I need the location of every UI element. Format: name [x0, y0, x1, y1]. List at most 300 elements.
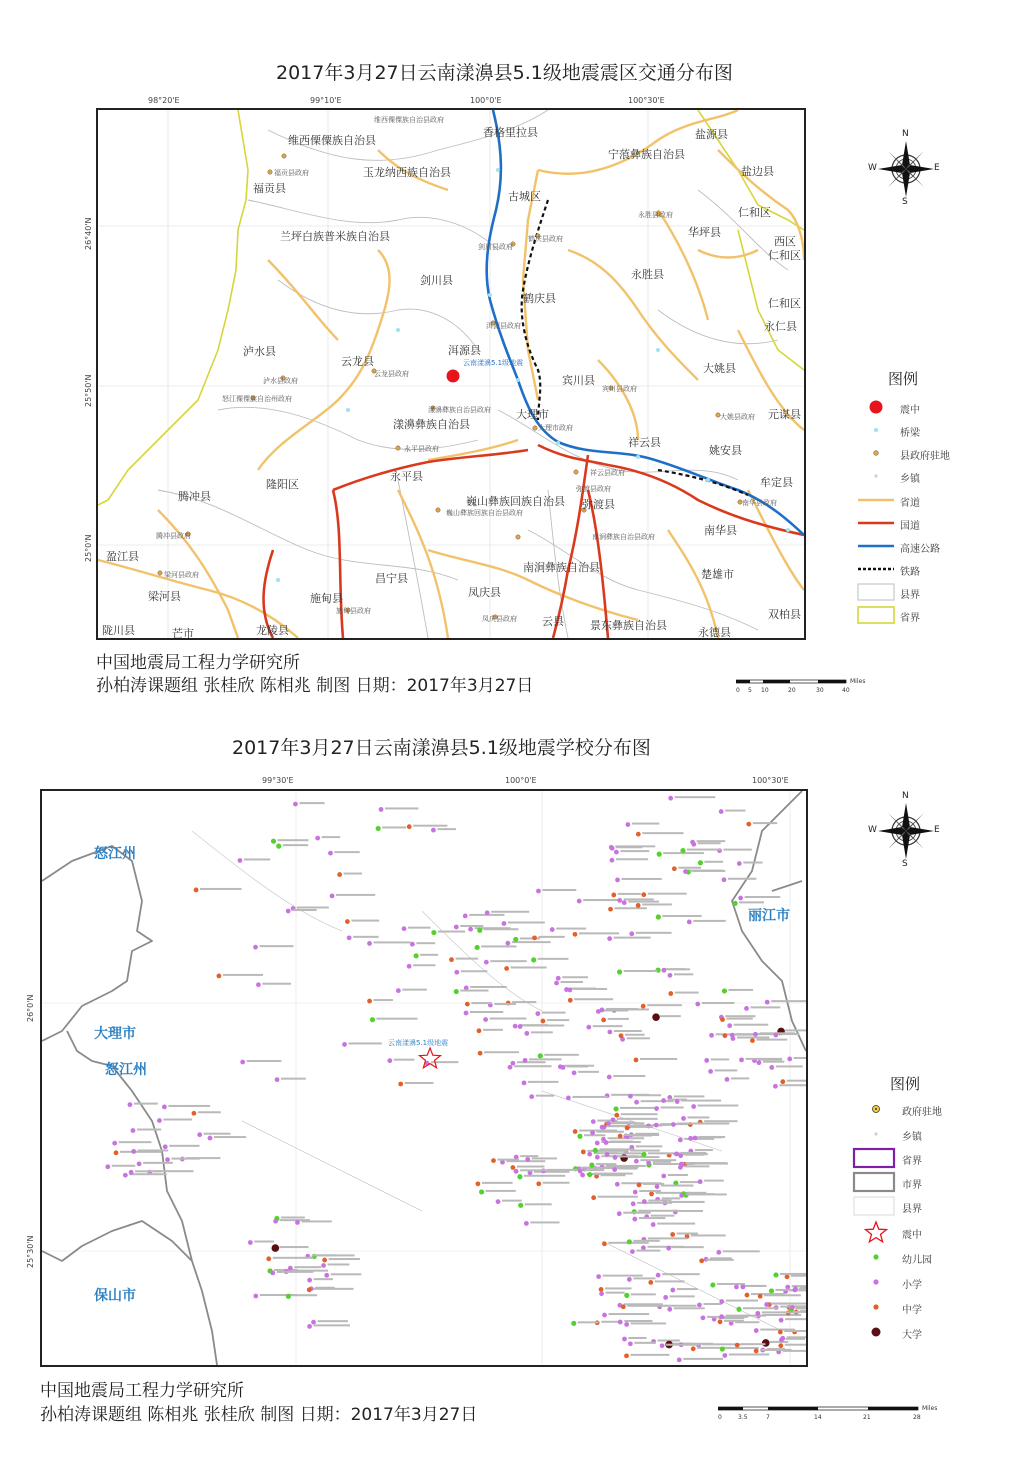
school-point[interactable] [670, 1288, 675, 1293]
school-point[interactable] [477, 1028, 482, 1033]
school-point[interactable] [734, 1284, 739, 1289]
school-point[interactable] [691, 1346, 696, 1351]
school-point[interactable] [273, 1219, 278, 1224]
school-point[interactable] [464, 1011, 469, 1016]
school-point[interactable] [651, 1222, 656, 1227]
school-point[interactable] [396, 988, 401, 993]
school-point[interactable] [407, 964, 412, 969]
school-point[interactable] [762, 1339, 770, 1347]
school-point[interactable] [379, 807, 384, 812]
school-point[interactable] [105, 1164, 110, 1169]
school-point[interactable] [468, 927, 473, 932]
school-point[interactable] [129, 1170, 134, 1175]
school-point[interactable] [517, 1174, 522, 1179]
school-point[interactable] [595, 1141, 600, 1146]
school-point[interactable] [505, 941, 510, 946]
school-point[interactable] [504, 966, 509, 971]
school-point[interactable] [618, 1134, 623, 1139]
school-point[interactable] [529, 1094, 534, 1099]
school-point[interactable] [641, 1245, 646, 1250]
school-point[interactable] [293, 802, 298, 807]
school-point[interactable] [431, 930, 436, 935]
school-point[interactable] [780, 1079, 785, 1084]
school-point[interactable] [649, 1191, 654, 1196]
school-point[interactable] [525, 1157, 530, 1162]
school-point[interactable] [431, 828, 436, 833]
school-point[interactable] [253, 1294, 258, 1299]
school-point[interactable] [502, 921, 507, 926]
school-point[interactable] [730, 1033, 735, 1038]
school-point[interactable] [328, 851, 333, 856]
school-point[interactable] [617, 1211, 622, 1216]
school-point[interactable] [750, 1038, 755, 1043]
school-point[interactable] [732, 901, 737, 906]
school-point[interactable] [739, 1057, 744, 1062]
school-point[interactable] [612, 1167, 617, 1172]
map2-frame[interactable] [40, 789, 808, 1367]
school-point[interactable] [315, 836, 320, 841]
school-point[interactable] [607, 1075, 612, 1080]
school-point[interactable] [708, 1069, 713, 1074]
school-point[interactable] [322, 1258, 327, 1263]
school-point[interactable] [602, 1313, 607, 1318]
school-point[interactable] [769, 1065, 774, 1070]
school-point[interactable] [683, 869, 688, 874]
school-point[interactable] [629, 931, 634, 936]
school-point[interactable] [716, 1250, 721, 1255]
school-point[interactable] [602, 1241, 607, 1246]
school-point[interactable] [600, 1125, 605, 1130]
school-point[interactable] [123, 1173, 128, 1178]
school-point[interactable] [678, 1138, 683, 1143]
school-point[interactable] [614, 850, 619, 855]
school-point[interactable] [668, 796, 673, 801]
school-point[interactable] [722, 1353, 727, 1358]
school-point[interactable] [661, 968, 666, 973]
school-point[interactable] [787, 1057, 792, 1062]
school-point[interactable] [192, 1111, 197, 1116]
school-point[interactable] [736, 1307, 741, 1312]
school-point[interactable] [194, 888, 199, 893]
school-point[interactable] [611, 1117, 616, 1122]
school-point[interactable] [307, 1287, 312, 1292]
school-point[interactable] [628, 1094, 633, 1099]
school-point[interactable] [610, 846, 615, 851]
school-point[interactable] [538, 1053, 543, 1058]
school-point[interactable] [454, 970, 459, 975]
school-point[interactable] [591, 1119, 596, 1124]
school-point[interactable] [367, 941, 372, 946]
school-point[interactable] [637, 1183, 642, 1188]
school-point[interactable] [483, 1017, 488, 1022]
school-point[interactable] [240, 1060, 245, 1065]
school-point[interactable] [256, 982, 261, 987]
school-point[interactable] [624, 1353, 629, 1358]
school-point[interactable] [725, 1077, 730, 1082]
school-point[interactable] [655, 1184, 660, 1189]
school-point[interactable] [587, 1152, 592, 1157]
school-point[interactable] [641, 1004, 646, 1009]
school-point[interactable] [337, 872, 342, 877]
town-label: 巍山彝族回族自治县政府 [446, 509, 523, 517]
school-point[interactable] [410, 942, 415, 947]
school-point[interactable] [679, 1193, 684, 1198]
school-point[interactable] [666, 1246, 671, 1251]
school-point[interactable] [648, 1280, 653, 1285]
school-point[interactable] [131, 1128, 136, 1133]
school-point[interactable] [599, 1287, 604, 1292]
school-point[interactable] [656, 914, 661, 919]
school-point[interactable] [632, 1217, 637, 1222]
school-point[interactable] [463, 913, 468, 918]
school-point[interactable] [746, 822, 751, 827]
school-point[interactable] [586, 1025, 591, 1030]
school-point[interactable] [654, 1123, 659, 1128]
school-point[interactable] [510, 1165, 515, 1170]
school-point[interactable] [625, 1126, 630, 1131]
school-point[interactable] [668, 991, 673, 996]
school-point[interactable] [324, 1273, 329, 1278]
school-point[interactable] [671, 1122, 676, 1127]
school-point[interactable] [754, 1328, 759, 1333]
school-point[interactable] [634, 1159, 639, 1164]
school-point[interactable] [641, 1152, 646, 1157]
school-point[interactable] [554, 981, 559, 986]
school-point[interactable] [687, 920, 692, 925]
school-point[interactable] [402, 926, 407, 931]
school-point[interactable] [613, 1106, 618, 1111]
school-point[interactable] [454, 989, 459, 994]
school-point[interactable] [523, 1058, 528, 1063]
school-point[interactable] [634, 1058, 639, 1063]
school-point[interactable] [449, 957, 454, 962]
school-point[interactable] [248, 1240, 253, 1245]
school-point[interactable] [627, 1277, 632, 1282]
school-point[interactable] [600, 1008, 605, 1013]
school-point[interactable] [663, 1295, 668, 1300]
school-point[interactable] [590, 1130, 595, 1135]
school-point[interactable] [596, 1274, 601, 1279]
school-point[interactable] [465, 1002, 470, 1007]
school-point[interactable] [491, 1158, 496, 1163]
school-point[interactable] [613, 1155, 618, 1160]
school-point[interactable] [606, 1121, 611, 1126]
school-point[interactable] [792, 1288, 797, 1293]
school-point[interactable] [398, 1082, 403, 1087]
school-point[interactable] [591, 1195, 596, 1200]
school-point[interactable] [652, 1013, 660, 1021]
school-point[interactable] [476, 1181, 481, 1186]
map1-frame[interactable] [96, 108, 806, 640]
school-point[interactable] [561, 1065, 566, 1070]
school-point[interactable] [641, 892, 646, 897]
school-point[interactable] [271, 839, 276, 844]
school-point[interactable] [661, 1174, 666, 1179]
school-point[interactable] [757, 1060, 762, 1065]
school-point[interactable] [661, 1098, 666, 1103]
school-point[interactable] [508, 1065, 513, 1070]
school-point[interactable] [679, 1162, 684, 1167]
school-point[interactable] [667, 1307, 672, 1312]
school-point[interactable] [197, 1132, 202, 1137]
school-point[interactable] [745, 1293, 750, 1298]
school-point[interactable] [719, 1299, 724, 1304]
school-point[interactable] [608, 907, 613, 912]
school-point[interactable] [636, 832, 641, 837]
school-point[interactable] [695, 1002, 700, 1007]
school-point[interactable] [157, 1118, 162, 1123]
school-point[interactable] [270, 1271, 275, 1276]
town-label: 梁河县政府 [164, 571, 199, 579]
school-point[interactable] [513, 937, 518, 942]
school-point[interactable] [524, 1031, 529, 1036]
school-point[interactable] [710, 1282, 715, 1287]
school-point[interactable] [678, 1153, 683, 1158]
school-point[interactable] [321, 1263, 326, 1268]
school-point[interactable] [131, 1149, 136, 1154]
school-point[interactable] [737, 861, 742, 866]
school-point[interactable] [773, 1084, 778, 1089]
school-point[interactable] [573, 932, 578, 937]
school-point[interactable] [769, 1288, 774, 1293]
school-point[interactable] [633, 1190, 638, 1195]
school-point[interactable] [668, 973, 673, 978]
school-point[interactable] [536, 889, 541, 894]
school-point[interactable] [620, 1154, 628, 1162]
school-point[interactable] [738, 896, 743, 901]
school-point[interactable] [604, 1140, 609, 1145]
school-point[interactable] [755, 1311, 760, 1316]
school-point[interactable] [674, 1152, 679, 1157]
school-point[interactable] [704, 1058, 709, 1063]
school-point[interactable] [513, 1024, 518, 1029]
school-point[interactable] [532, 935, 537, 940]
school-point[interactable] [577, 899, 582, 904]
school-point[interactable] [785, 1274, 790, 1279]
school-point[interactable] [605, 1152, 610, 1157]
school-point[interactable] [407, 824, 412, 829]
school-point[interactable] [657, 852, 662, 857]
school-point[interactable] [727, 1023, 732, 1028]
school-point[interactable] [114, 1150, 119, 1155]
school-point[interactable] [477, 928, 482, 933]
school-point[interactable] [599, 1291, 604, 1296]
school-point[interactable] [778, 1330, 783, 1335]
school-point[interactable] [272, 1244, 280, 1252]
school-point[interactable] [556, 976, 561, 981]
school-point[interactable] [342, 1042, 347, 1047]
school-point[interactable] [367, 999, 372, 1004]
school-point[interactable] [531, 957, 536, 962]
school-point[interactable] [617, 969, 622, 974]
school-point[interactable] [510, 1061, 515, 1066]
school-point[interactable] [535, 1011, 540, 1016]
school-point[interactable] [624, 1293, 629, 1298]
school-point[interactable] [587, 1172, 592, 1177]
school-point[interactable] [275, 1077, 280, 1082]
school-point[interactable] [128, 1102, 133, 1107]
school-point[interactable] [307, 1278, 312, 1283]
school-point[interactable] [622, 900, 627, 905]
school-point[interactable] [744, 1006, 749, 1011]
school-point[interactable] [370, 1017, 375, 1022]
school-point[interactable] [722, 877, 727, 882]
school-point[interactable] [536, 1181, 541, 1186]
school-point[interactable] [614, 1113, 619, 1118]
school-point[interactable] [670, 1232, 675, 1237]
school-point[interactable] [518, 1024, 523, 1029]
school-point[interactable] [630, 1249, 635, 1254]
school-point[interactable] [571, 1321, 576, 1326]
school-point[interactable] [593, 1148, 598, 1153]
school-point[interactable] [619, 1033, 624, 1038]
school-point[interactable] [719, 809, 724, 814]
school-point[interactable] [698, 860, 703, 865]
school-point[interactable] [719, 1314, 724, 1319]
school-point[interactable] [376, 826, 381, 831]
school-point[interactable] [672, 866, 677, 871]
school-point[interactable] [660, 1343, 665, 1348]
school-point[interactable] [572, 1070, 577, 1075]
school-point[interactable] [568, 998, 573, 1003]
school-point[interactable] [765, 1000, 770, 1005]
school-point[interactable] [697, 1303, 702, 1308]
school-point[interactable] [680, 848, 685, 853]
school-point[interactable] [484, 960, 489, 965]
school-point[interactable] [454, 925, 459, 930]
school-point[interactable] [709, 1033, 714, 1038]
school-point[interactable] [496, 1199, 501, 1204]
school-point[interactable] [607, 936, 612, 941]
school-point[interactable] [276, 844, 281, 849]
school-point[interactable] [693, 1136, 698, 1141]
school-point[interactable] [478, 1051, 483, 1056]
school-point[interactable] [634, 1100, 639, 1105]
school-point[interactable] [266, 1256, 271, 1261]
school-point[interactable] [631, 1201, 636, 1206]
school-point[interactable] [581, 1149, 586, 1154]
school-point[interactable] [718, 1319, 723, 1324]
school-point[interactable] [654, 1106, 659, 1111]
school-point[interactable] [627, 1239, 632, 1244]
school-point[interactable] [723, 1033, 728, 1038]
school-point[interactable] [578, 1169, 583, 1174]
school-point[interactable] [691, 1104, 696, 1109]
school-point[interactable] [345, 919, 350, 924]
school-point[interactable] [307, 1324, 312, 1329]
school-point[interactable] [518, 1203, 523, 1208]
school-point[interactable] [112, 1141, 117, 1146]
school-point[interactable] [758, 1294, 763, 1299]
school-label-mark [292, 1294, 317, 1296]
school-point[interactable] [621, 1304, 626, 1309]
school-point[interactable] [624, 1322, 629, 1327]
school-point[interactable] [610, 858, 615, 863]
school-point[interactable] [753, 1032, 758, 1037]
school-point[interactable] [611, 893, 616, 898]
school-point[interactable] [514, 1169, 519, 1174]
school-point[interactable] [208, 1136, 213, 1141]
school-point[interactable] [567, 988, 572, 993]
school-point[interactable] [589, 1163, 594, 1168]
school-point[interactable] [681, 1116, 686, 1121]
school-point[interactable] [636, 903, 641, 908]
school-point[interactable] [479, 1189, 484, 1194]
school-point[interactable] [485, 910, 490, 915]
school-point[interactable] [295, 1220, 300, 1225]
school-point[interactable] [347, 935, 352, 940]
school-point[interactable] [778, 1343, 783, 1348]
school-point[interactable] [701, 1315, 706, 1320]
school-point[interactable] [790, 1305, 795, 1310]
school-point[interactable] [785, 1285, 790, 1290]
school-point[interactable] [330, 894, 335, 899]
school-point[interactable] [622, 1337, 627, 1342]
school-point[interactable] [617, 898, 622, 903]
school-point[interactable] [677, 1357, 682, 1362]
school-point[interactable] [740, 1285, 745, 1290]
school-point[interactable] [779, 1318, 784, 1323]
school-point[interactable] [573, 1129, 578, 1134]
school-point[interactable] [601, 1018, 606, 1023]
school-point[interactable] [550, 927, 555, 932]
school-point[interactable] [577, 1134, 582, 1139]
school-point[interactable] [165, 1157, 170, 1162]
school-point[interactable] [253, 945, 258, 950]
school-point[interactable] [162, 1105, 167, 1110]
school-point[interactable] [387, 1058, 392, 1063]
school-point[interactable] [675, 1099, 680, 1104]
school-point[interactable] [628, 1341, 633, 1346]
school-point[interactable] [764, 1302, 769, 1307]
school-point[interactable] [615, 878, 620, 883]
school-point[interactable] [311, 1320, 316, 1325]
school-point[interactable] [656, 1273, 661, 1278]
school-point[interactable] [524, 1221, 529, 1226]
school-point[interactable] [773, 1033, 778, 1038]
school-point[interactable] [618, 1320, 623, 1325]
school-point[interactable] [720, 1346, 725, 1351]
school-point[interactable] [615, 1182, 620, 1187]
school-point[interactable] [566, 1096, 571, 1101]
school-point[interactable] [137, 1161, 142, 1166]
school-point[interactable] [522, 1080, 527, 1085]
school-point[interactable] [607, 1030, 612, 1035]
school-point[interactable] [288, 1266, 293, 1271]
school-point[interactable] [286, 909, 291, 914]
school-point[interactable] [720, 1017, 725, 1022]
school-point[interactable] [238, 858, 243, 863]
school-point[interactable] [690, 840, 695, 845]
school-point[interactable] [699, 1258, 704, 1263]
school-point[interactable] [722, 988, 727, 993]
school-point[interactable] [163, 1144, 168, 1149]
school-point[interactable] [779, 1337, 784, 1342]
school-point[interactable] [698, 1179, 703, 1184]
school-point[interactable] [688, 1136, 693, 1141]
school-point[interactable] [414, 953, 419, 958]
school-point[interactable] [773, 1272, 778, 1277]
school-point[interactable] [541, 1019, 546, 1024]
school-point[interactable] [286, 1294, 291, 1299]
school-point[interactable] [216, 974, 221, 979]
school-point[interactable] [595, 1155, 600, 1160]
school-point[interactable] [475, 945, 480, 950]
school-point[interactable] [642, 1199, 647, 1204]
school-point[interactable] [735, 1343, 740, 1348]
school-point[interactable] [625, 822, 630, 827]
school-point[interactable] [754, 1349, 759, 1354]
